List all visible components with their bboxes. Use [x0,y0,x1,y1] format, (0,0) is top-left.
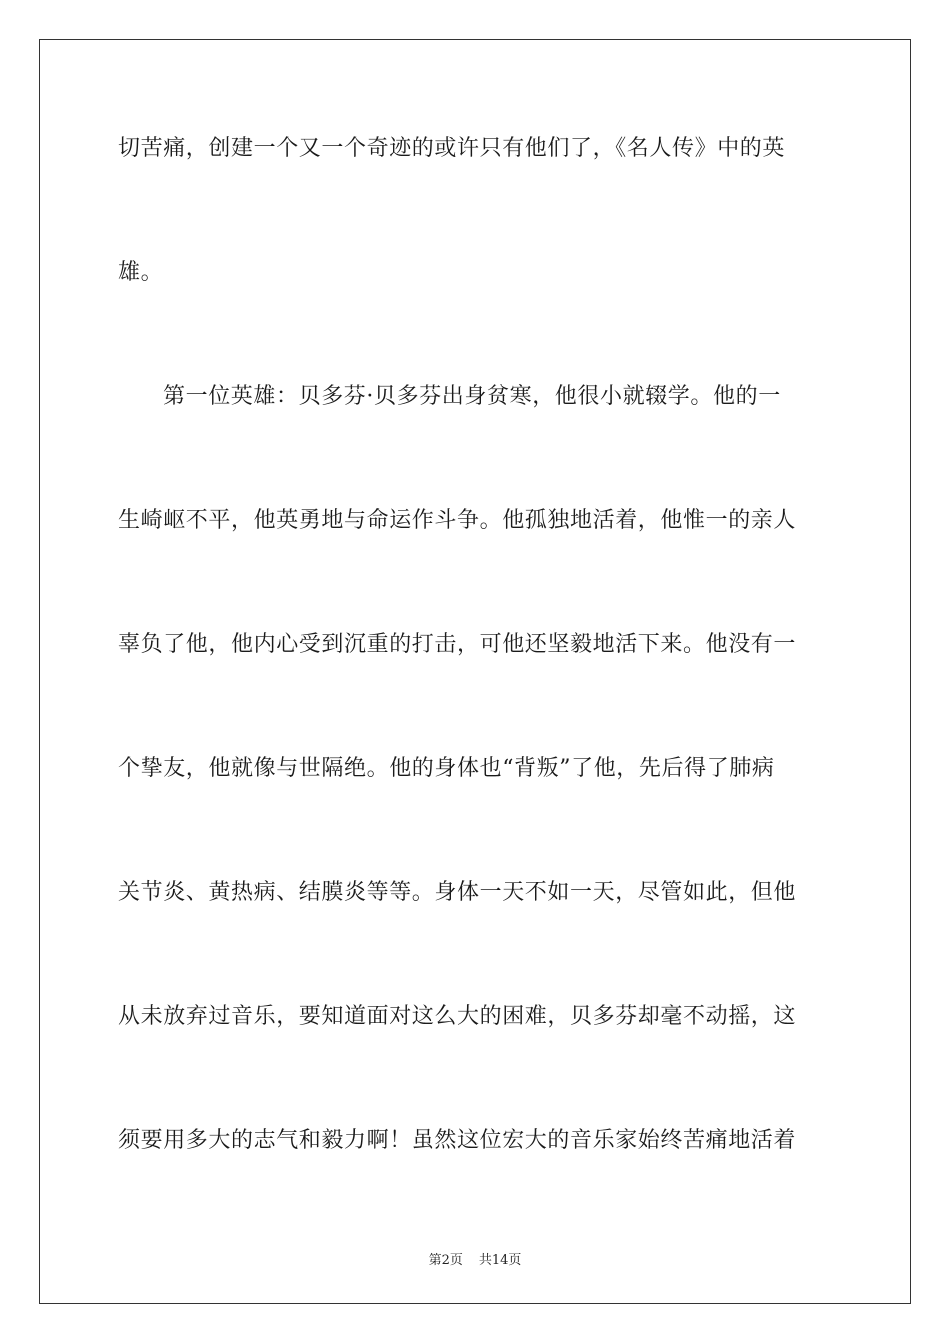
page-footer [0,1249,950,1268]
text-line-7: 关节炎、黄热病、结膜炎等等。身体一天不如一天，尽管如此，但他 [118,880,797,905]
text-line-5: 辜负了他，他内心受到沉重的打击，可他还坚毅地活下来。他没有一 [118,632,797,657]
text-line-8: 从未放弃过音乐，要知道面对这么大的困难，贝多芬却毫不动摇，这 [118,1004,797,1029]
text-line-1: 切苦痛，创建一个又一个奇迹的或许只有他们了，《名人传》中的英 [118,136,786,161]
text-line-6: 个挚友，他就像与世隔绝。他的身体也“背叛”了他，先后得了肺病 [118,756,775,781]
page-number: 第2页 [428,1253,463,1268]
text-line-4: 生崎岖不平，他英勇地与命运作斗争。他孤独地活着，他惟一的亲人 [118,508,797,533]
page-frame [39,39,911,1304]
text-line-2: 雄。 [118,260,164,285]
text-line-3: 第一位英雄：贝多芬·贝多芬出身贫寒，他很小就辍学。他的一 [163,384,781,409]
text-line-9: 须要用多大的志气和毅力啊！虽然这位宏大的音乐家始终苦痛地活着 [118,1128,797,1153]
total-pages: 共14页 [478,1253,522,1268]
